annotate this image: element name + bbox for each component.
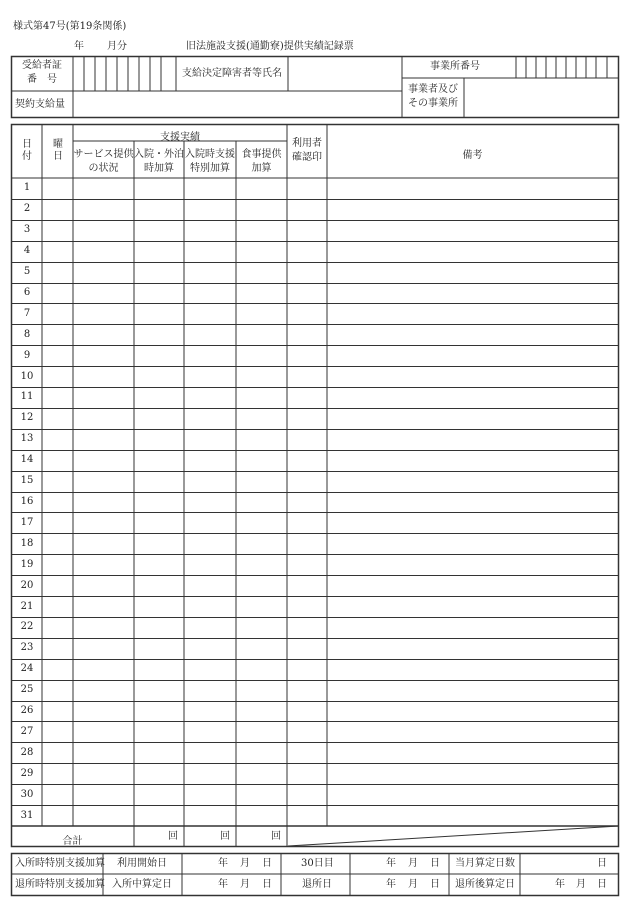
r1-month-2: 月 (408, 858, 418, 869)
total-hospital-unit: 回 (168, 831, 178, 842)
r1-year: 年 (218, 858, 228, 869)
day30-label: 30日目 (301, 858, 334, 869)
day-number: 3 (23, 224, 31, 235)
day-number: 24 (20, 663, 34, 674)
discharge-addition-label: 退所時特別支援加算 (15, 879, 105, 890)
day-number: 31 (20, 810, 34, 821)
r1-day: 日 (262, 858, 272, 869)
monthly-days-label: 当月算定日数 (455, 858, 515, 869)
day-number: 2 (23, 203, 31, 214)
provider-label: 事業者及び その事業所 (408, 84, 458, 109)
day-number: 7 (23, 308, 31, 319)
day-number: 1 (23, 182, 31, 193)
col-meal-header: 食事提供 加算 (241, 149, 282, 174)
day-number: 16 (20, 496, 34, 507)
day-number: 25 (20, 684, 34, 695)
total-meal-unit: 回 (271, 831, 281, 842)
day-number: 28 (20, 747, 34, 758)
col-remarks-header: 備考 (462, 150, 483, 161)
r2-day: 日 (262, 879, 272, 890)
support-group-header: 支援実績 (160, 132, 200, 143)
col-service-header: サービス提供 の状況 (73, 149, 134, 174)
monthly-days-unit: 日 (597, 858, 607, 869)
form-number-label: 様式第47号(第19条関係) (13, 21, 127, 32)
total-hospital-special-unit: 回 (220, 831, 230, 842)
r2-month: 月 (240, 879, 250, 890)
r2-day-2: 日 (430, 879, 440, 890)
col-hospital-special-header: 入院時支援 特別加算 (185, 149, 235, 174)
day-number: 10 (20, 371, 34, 382)
day-number: 12 (20, 412, 34, 423)
day-number: 26 (20, 705, 34, 716)
admission-addition-label: 入所時特別支援加算 (15, 858, 105, 869)
day-number: 6 (23, 287, 31, 298)
day-number: 15 (20, 475, 34, 486)
day-number: 20 (20, 580, 34, 591)
day-number: 8 (23, 329, 31, 340)
r2-month-2: 月 (408, 879, 418, 890)
day-number: 13 (20, 433, 34, 444)
r2-year: 年 (218, 879, 228, 890)
day-number: 19 (20, 559, 34, 570)
year-label: 年 (74, 41, 84, 52)
month-label: 月分 (107, 41, 127, 52)
r1-day-2: 日 (430, 858, 440, 869)
mid-stay-date-label: 入所中算定日 (112, 879, 172, 890)
day-number: 29 (20, 768, 34, 779)
total-label: 合計 (62, 836, 83, 847)
r2-month-3: 月 (576, 879, 586, 890)
day-number: 5 (23, 266, 31, 277)
day-number: 30 (20, 789, 34, 800)
day-number: 9 (23, 350, 31, 361)
col-day-header: 日 付 (22, 139, 32, 162)
col-hospital-header: 入院・外泊 時加算 (134, 149, 184, 174)
form-title: 旧法施設支援(通勤寮)提供実績記録票 (186, 41, 354, 52)
col-confirm-header: 利用者 確認印 (292, 138, 322, 163)
leave-date-label: 退所日 (302, 879, 332, 890)
r2-year-3: 年 (555, 879, 565, 890)
r1-month: 月 (240, 858, 250, 869)
office-number-label: 事業所番号 (430, 61, 480, 72)
after-leave-label: 退所後算定日 (455, 879, 515, 890)
r1-year-2: 年 (386, 858, 396, 869)
col-weekday-header: 曜 日 (53, 139, 63, 162)
recipient-cert-label: 受給者証 番 号 (22, 60, 62, 85)
start-date-label: 利用開始日 (117, 858, 167, 869)
day-number: 22 (20, 621, 34, 632)
day-number: 27 (20, 726, 34, 737)
r2-year-2: 年 (386, 879, 396, 890)
day-number: 11 (20, 391, 34, 402)
day-number: 14 (20, 454, 34, 465)
r2-day-3: 日 (597, 879, 607, 890)
day-number: 4 (23, 245, 31, 256)
day-number: 21 (20, 601, 34, 612)
day-number: 18 (20, 538, 34, 549)
decision-name-label: 支給決定障害者等氏名 (182, 68, 282, 79)
contract-amount-label: 契約支給量 (15, 99, 65, 110)
day-number: 23 (20, 642, 34, 653)
day-number: 17 (20, 517, 34, 528)
